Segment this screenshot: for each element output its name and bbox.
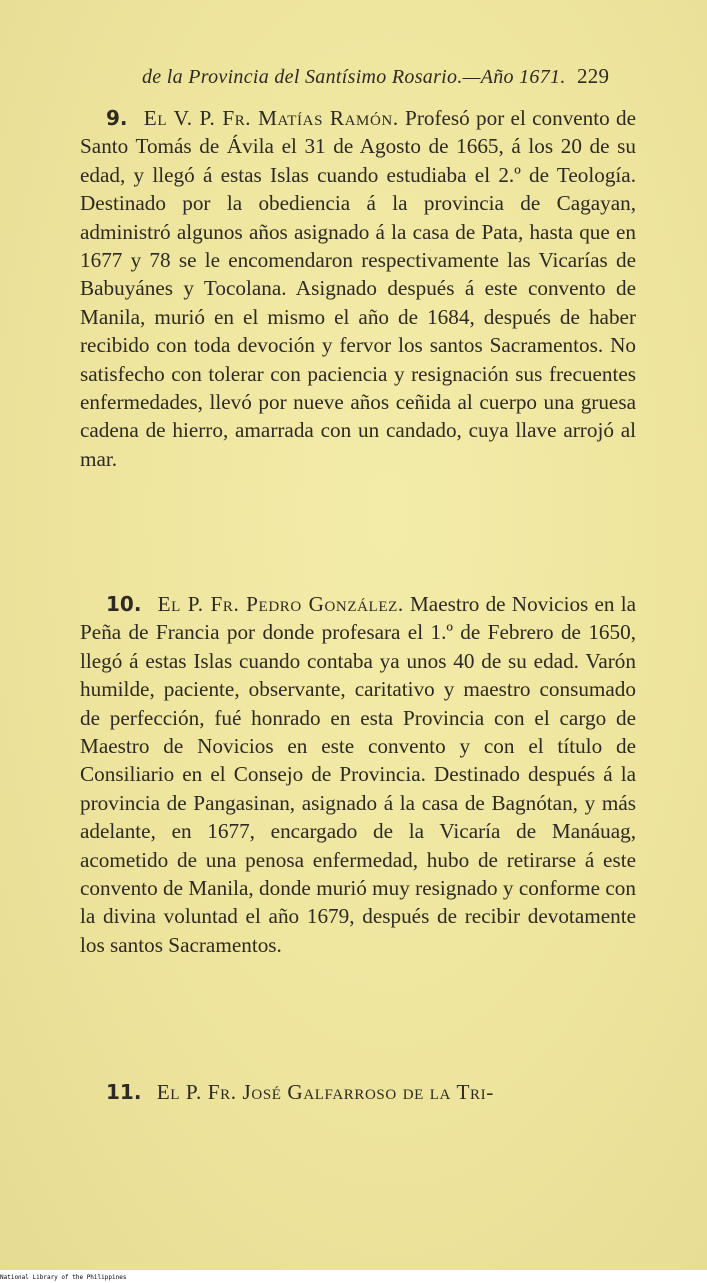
- entry-name: El V. P. Fr. Matías Ramón.: [143, 106, 399, 130]
- entry-11: [80, 1078, 636, 1106]
- entry-number: 10.: [106, 592, 142, 616]
- entry-10: [80, 590, 636, 959]
- entry-9: [80, 104, 636, 473]
- entry-name: El P. Fr. Pedro González.: [157, 592, 404, 616]
- entry-text: Maestro de Novicios en la Peña de Francia por donde profesara el 1.º de Febrero de 1650, llegó á estas Islas cuando contaba ya unos 40 de su edad. Varón humilde, paciente, observante, caritativo y maestro consumado de perfección, fué honrado en esta Provincia con el cargo de Maestro de Novicios en este convento y con el título de Consiliario en el Consejo de Provincia. Destinado después á la provincia de Pangasinan, asignado á la casa de Bagnótan, y más adelante, en 1677, encargado de la Vicaría de Manáuag, acometido de una penosa enfermedad, hubo de retirarse á este convento de Manila, donde murió muy resignado y conforme con la divina voluntad el año 1679, después de recibir devotamente los santos Sacramentos.: [80, 592, 636, 957]
- entry-text: Profesó por el convento de Santo Tomás de Ávila el 31 de Agosto de 1665, á los 20 de su edad, y llegó á estas Islas cuando estudiaba el 2.º de Teología. Destinado por la obediencia á la provincia de Cagayan, administró algunos años asignado á la casa de Pata, hasta que en 1677 y 78 se le encomendaron respectivamente las Vicarías de Babuyánes y Tocolana. Asignado después á este convento de Manila, murió en el mismo el año de 1684, después de haber recibido con toda devoción y fervor los santos Sacramentos. No satisfecho con tolerar con paciencia y resignación sus frecuentes enfermedades, llevó por nueve años ceñida al cuerpo una gruesa cadena de hierro, amarrada con un candado, cuya llave arrojó al mar.: [80, 106, 637, 471]
- page-number: 229: [576, 64, 610, 88]
- running-head-title: de la Provincia del Santísimo Rosario.—Año 1671.: [142, 66, 566, 88]
- running-head: [142, 64, 612, 89]
- library-credit: National Library of the Philippines: [0, 1274, 127, 1281]
- entry-number: 11.: [106, 1080, 142, 1104]
- entry-name: El P. Fr. José Galfarroso de la Tri-: [156, 1080, 494, 1104]
- entry-number: 9.: [106, 106, 128, 130]
